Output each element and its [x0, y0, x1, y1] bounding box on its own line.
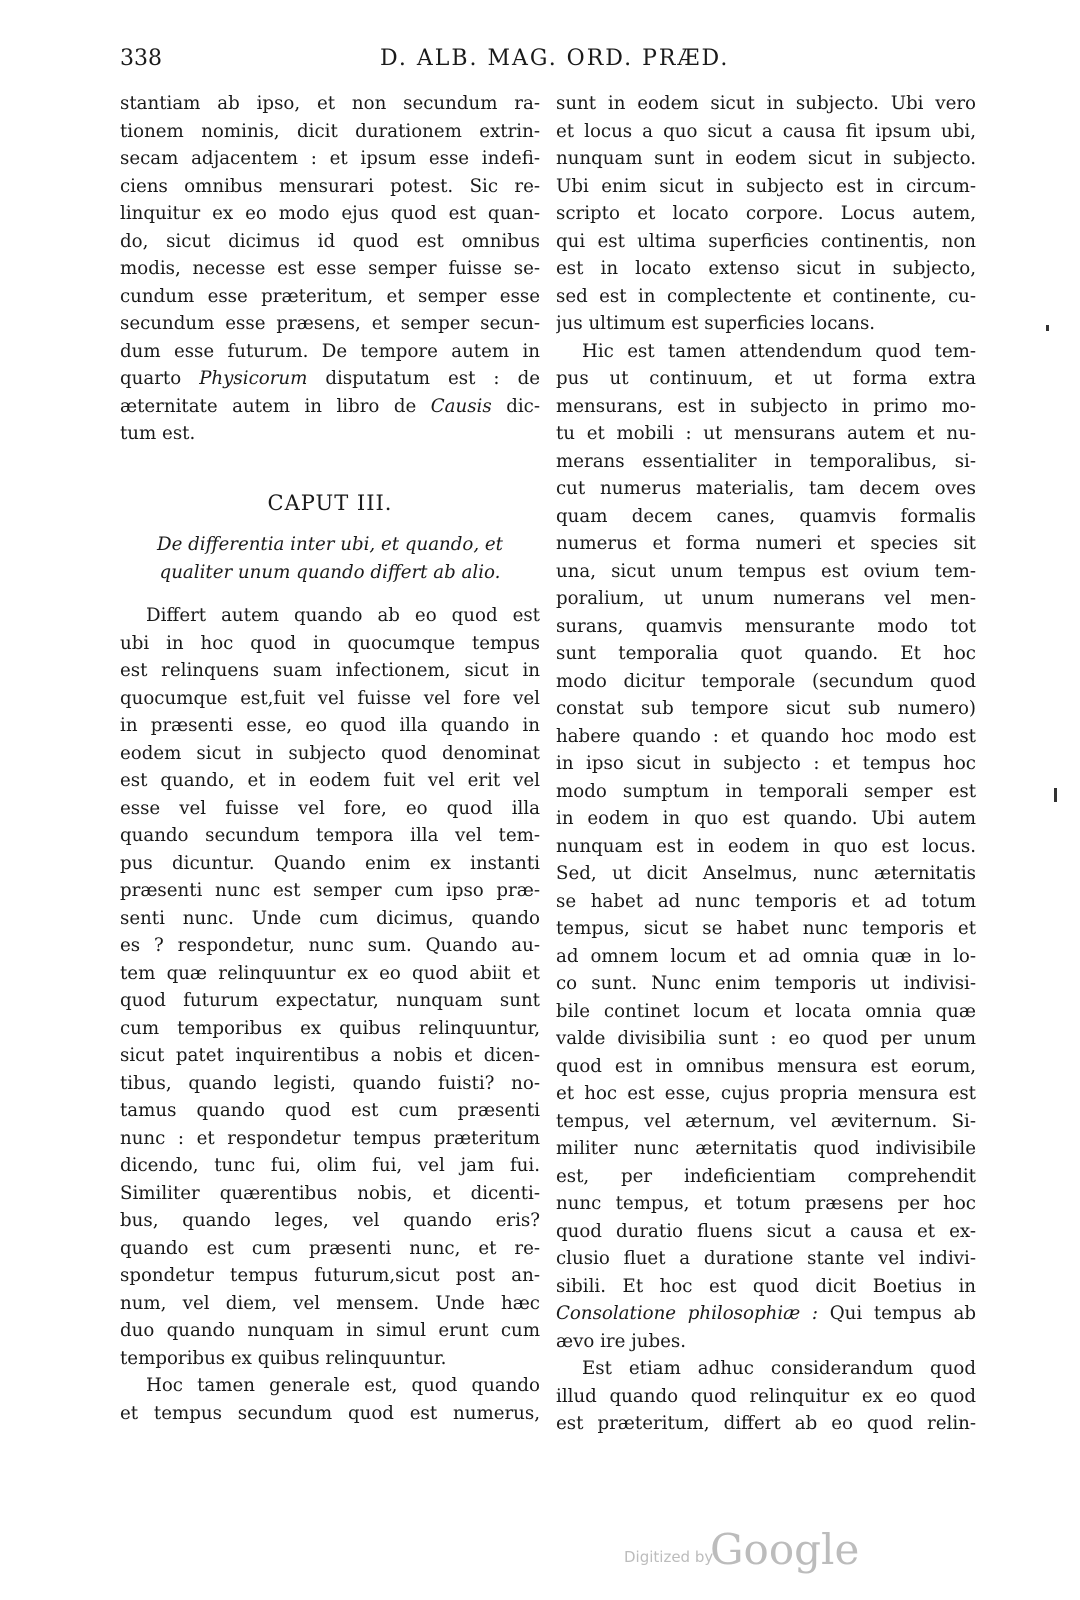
text-line: una, sicut unum tempus est ovium tem- — [556, 560, 976, 582]
text-line: et locus a quo sicut a causa fit ipsum ubi, — [556, 120, 976, 142]
text-line: secam adjacentem : et ipsum esse indefi- — [120, 148, 540, 169]
text-line: cundum esse præteritum, et semper esse — [120, 285, 540, 307]
text-line: tempus, vel æternum, vel æviternum. Si- — [556, 1110, 976, 1132]
text-line: secundum esse præsens, et semper secun- — [120, 313, 540, 334]
text-line: nunquam sunt in eodem sicut in subjecto. — [556, 148, 976, 169]
text-line: do, sicut dicimus id quod est omnibus — [120, 230, 540, 252]
text-line: quando est cum præsenti nunc, et re- — [120, 1237, 540, 1259]
text-line: valde divisibilia sunt : eo quod per unum — [556, 1028, 976, 1049]
chapter-heading — [120, 531, 540, 586]
text-line: Hic est tamen attendendum quod tem- — [582, 340, 976, 362]
text-line: senti nunc. Unde cum dicimus, quando — [120, 907, 540, 929]
text-line: in præsenti esse, eo quod illa quando in — [120, 715, 540, 736]
text-line: est quando, et in eodem fuit vel erit vel — [120, 770, 540, 791]
text-line: se habet ad nunc temporis et ad totum — [556, 890, 976, 912]
google-logo: Google — [710, 1525, 860, 1574]
text-line: ad omnem locum et ad omnia quæ in lo- — [556, 945, 976, 967]
text-line: quando secundum tempora illa vel tem- — [120, 825, 540, 846]
text-line: est, per indeficientiam comprehendit — [556, 1165, 976, 1187]
text-line: dicendo, tunc fui, olim fui, vel jam fui. — [120, 1155, 540, 1176]
text-line: clusio fluet a duratione stante vel indivi- — [556, 1248, 976, 1269]
left-column — [120, 90, 540, 1427]
text-line: cum temporibus ex quibus relinquuntur, — [120, 1017, 540, 1039]
chapter-title: CAPUT III. — [267, 491, 393, 515]
text-line: tu et mobili : ut mensurans autem et nu- — [556, 423, 976, 444]
text-line: in eodem in quo est quando. Ubi autem — [556, 808, 976, 829]
running-head: D. ALB. MAG. ORD. PRÆD. — [380, 46, 730, 71]
text-line: modis, necesse est esse semper fuisse se- — [120, 258, 540, 279]
text-line: quod futurum expectatur, nunquam sunt — [120, 990, 540, 1011]
text-line: jus ultimum est superficies locans. — [556, 313, 876, 334]
text-line: bile continet locum et locata omnia quæ — [556, 1000, 976, 1022]
text-line: eodem sicut in subjecto quod denominat — [120, 742, 540, 764]
text-line: surans, quamvis mensurante modo tot — [556, 615, 976, 637]
text-line: nunc tempus, et totum præsens per hoc — [556, 1193, 976, 1214]
text-line: mensurans, est in subjecto in primo mo- — [556, 395, 976, 417]
text-line: constat sub tempore sicut sub numero) — [556, 698, 976, 719]
text-line: Est etiam adhuc considerandum quod — [582, 1358, 976, 1379]
text-line: in ipso sicut in subjecto : et tempus hoc — [556, 753, 976, 774]
text-line: dum esse futurum. De tempore autem in — [120, 340, 540, 362]
text-line: præsenti nunc est semper cum ipso præ- — [120, 880, 540, 901]
text-line: tionem nominis, dicit durationem extrin- — [120, 120, 540, 142]
text-line: nunquam est in eodem in quo est locus. — [556, 835, 976, 857]
text-line: Similiter quærentibus nobis, et dicenti- — [120, 1182, 540, 1204]
text-line: Ubi enim sicut in subjecto est in circum- — [556, 175, 976, 197]
text-line: esse vel fuisse vel fore, eo quod illa — [120, 797, 540, 819]
text-line: sicut patet inquirentibus a nobis et dicen- — [120, 1045, 540, 1066]
text-line: tempus, sicut se habet nunc temporis et — [556, 918, 976, 939]
text-line: nunc : et respondetur tempus præteritum — [120, 1127, 540, 1149]
text-line: numerus et forma numeri et species sit — [556, 533, 976, 554]
page-number: 338 — [120, 46, 162, 71]
right-column — [556, 90, 976, 1438]
text-line: sunt in eodem sicut in subjecto. Ubi vero — [556, 93, 976, 114]
text-line: est præteritum, differt ab eo quod relin- — [556, 1413, 976, 1434]
text-line: Consolatione philosophiæ : Qui tempus ab — [556, 1303, 976, 1324]
text-line: quod est in omnibus mensura est eorum, — [556, 1055, 976, 1077]
chapter-heading-line: De differentia inter ubi, et quando, et — [157, 534, 503, 555]
text-line: linquitur ex eo modo ejus quod est quan- — [120, 203, 540, 224]
text-line: est relinquens suam infectionem, sicut in — [120, 660, 540, 681]
text-line: scripto et locato corpore. Locus autem, — [556, 203, 976, 224]
text-line: sed est in complectente et continente, cu- — [556, 285, 976, 307]
text-line: tamus quando quod est cum præsenti — [120, 1100, 540, 1121]
text-line: quocumque est,fuit vel fuisse vel fore vel — [120, 687, 540, 709]
text-line: est in locato extenso sicut in subjecto, — [556, 258, 976, 279]
text-line: bus, quando leges, vel quando eris? — [120, 1210, 540, 1231]
text-line: modo sumptum in temporali semper est — [556, 780, 976, 802]
text-line: co sunt. Nunc enim temporis ut indivisi- — [556, 973, 976, 994]
text-line: merans essentialiter in temporalibus, si- — [556, 450, 976, 472]
text-line: habere quando : et quando hoc modo est — [556, 725, 976, 747]
chapter-heading-line: qualiter unum quando differt ab alio. — [159, 561, 501, 583]
text-line: quarto Physicorum disputatum est : de — [120, 368, 540, 389]
text-line: duo quando nunquam in simul erunt cum — [120, 1320, 540, 1341]
text-line: ævo ire jubes. — [556, 1330, 687, 1352]
margin-mark — [1054, 788, 1057, 802]
text-line: sunt temporalia quot quando. Et hoc — [556, 643, 976, 664]
text-line: poralium, ut unum numerans vel men- — [556, 588, 976, 609]
text-line: pus dicuntur. Quando enim ex instanti — [120, 852, 540, 874]
text-line: qui est ultima superficies continentis, non — [556, 230, 976, 252]
text-line: stantiam ab ipso, et non secundum ra- — [120, 93, 540, 114]
text-line: tum est. — [120, 423, 196, 444]
text-line: tem quæ relinquuntur ex eo quod abiit et — [120, 962, 540, 984]
text-line: Hoc tamen generale est, quod quando — [146, 1375, 540, 1396]
text-line: pus ut continuum, et ut forma extra — [556, 368, 976, 389]
text-line: quam decem canes, quamvis formalis — [556, 505, 976, 527]
text-line: Differt autem quando ab eo quod est — [146, 605, 540, 626]
text-line: et hoc est esse, cujus propria mensura est — [556, 1083, 976, 1104]
text-line: modo dicitur temporale (secundum quod — [556, 670, 976, 692]
margin-mark — [1046, 325, 1049, 331]
text-line: tibus, quando legisti, quando fuisti? no- — [120, 1072, 540, 1094]
text-line: temporibus ex quibus relinquuntur. — [120, 1347, 447, 1369]
text-line: militer nunc æternitatis quod indivisibile — [556, 1138, 976, 1159]
text-line: et tempus secundum quod est numerus, — [120, 1402, 540, 1424]
digitized-by-label: Digitized by — [624, 1548, 714, 1566]
text-line: ciens omnibus mensurari potest. Sic re- — [120, 175, 540, 197]
text-line: spondetur tempus futurum,sicut post an- — [120, 1265, 540, 1286]
text-line: cut numerus materialis, tam decem oves — [556, 478, 976, 499]
text-line: æternitate autem in libro de Causis dic- — [120, 395, 540, 417]
text-line: es ? respondetur, nunc sum. Quando au- — [120, 935, 540, 956]
text-line: illud quando quod relinquitur ex eo quod — [556, 1385, 976, 1407]
text-line: Sed, ut dicit Anselmus, nunc æternitatis — [556, 863, 976, 884]
text-line: sibili. Et hoc est quod dicit Boetius in — [556, 1275, 976, 1297]
text-line: quod duratio fluens sicut a causa et ex- — [556, 1220, 976, 1242]
text-line: ubi in hoc quod in quocumque tempus — [120, 632, 540, 654]
text-line: num, vel diem, vel mensem. Unde hæc — [120, 1292, 540, 1314]
